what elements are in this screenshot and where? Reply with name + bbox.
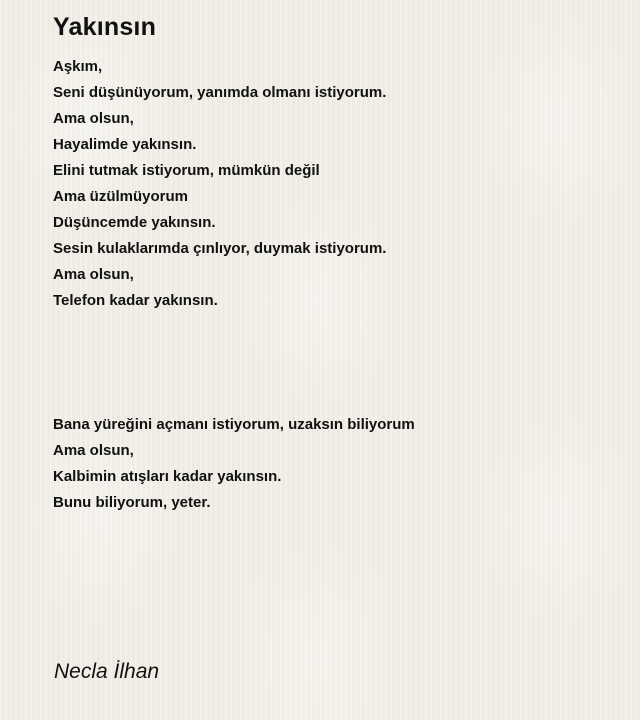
poem-line: Elini tutmak istiyorum, mümkün değil <box>53 162 320 179</box>
stanza-2 <box>53 412 415 516</box>
poem-line: Ama olsun, <box>53 110 134 127</box>
poem-line: Kalbimin atışları kadar yakınsın. <box>53 468 282 485</box>
stanza-1 <box>53 54 386 314</box>
poem-line: Bunu biliyorum, yeter. <box>53 494 211 511</box>
poem-line: Düşüncemde yakınsın. <box>53 214 216 231</box>
poem-line: Telefon kadar yakınsın. <box>53 292 218 309</box>
poem-line: Hayalimde yakınsın. <box>53 136 197 153</box>
poem-line: Ama üzülmüyorum <box>53 188 189 205</box>
poem-line: Seni düşünüyorum, yanımda olmanı istiyorum. <box>53 84 387 101</box>
poem-line: Sesin kulaklarımda çınlıyor, duymak istiyorum. <box>53 240 387 257</box>
poem-line: Aşkım, <box>53 58 103 75</box>
poem-line: Bana yüreğini açmanı istiyorum, uzaksın biliyorum <box>53 416 415 433</box>
poem-author: Necla İlhan <box>54 660 160 683</box>
poem-line: Ama olsun, <box>53 442 134 459</box>
poem-line: Ama olsun, <box>53 266 134 283</box>
poem-title: Yakınsın <box>53 13 157 41</box>
